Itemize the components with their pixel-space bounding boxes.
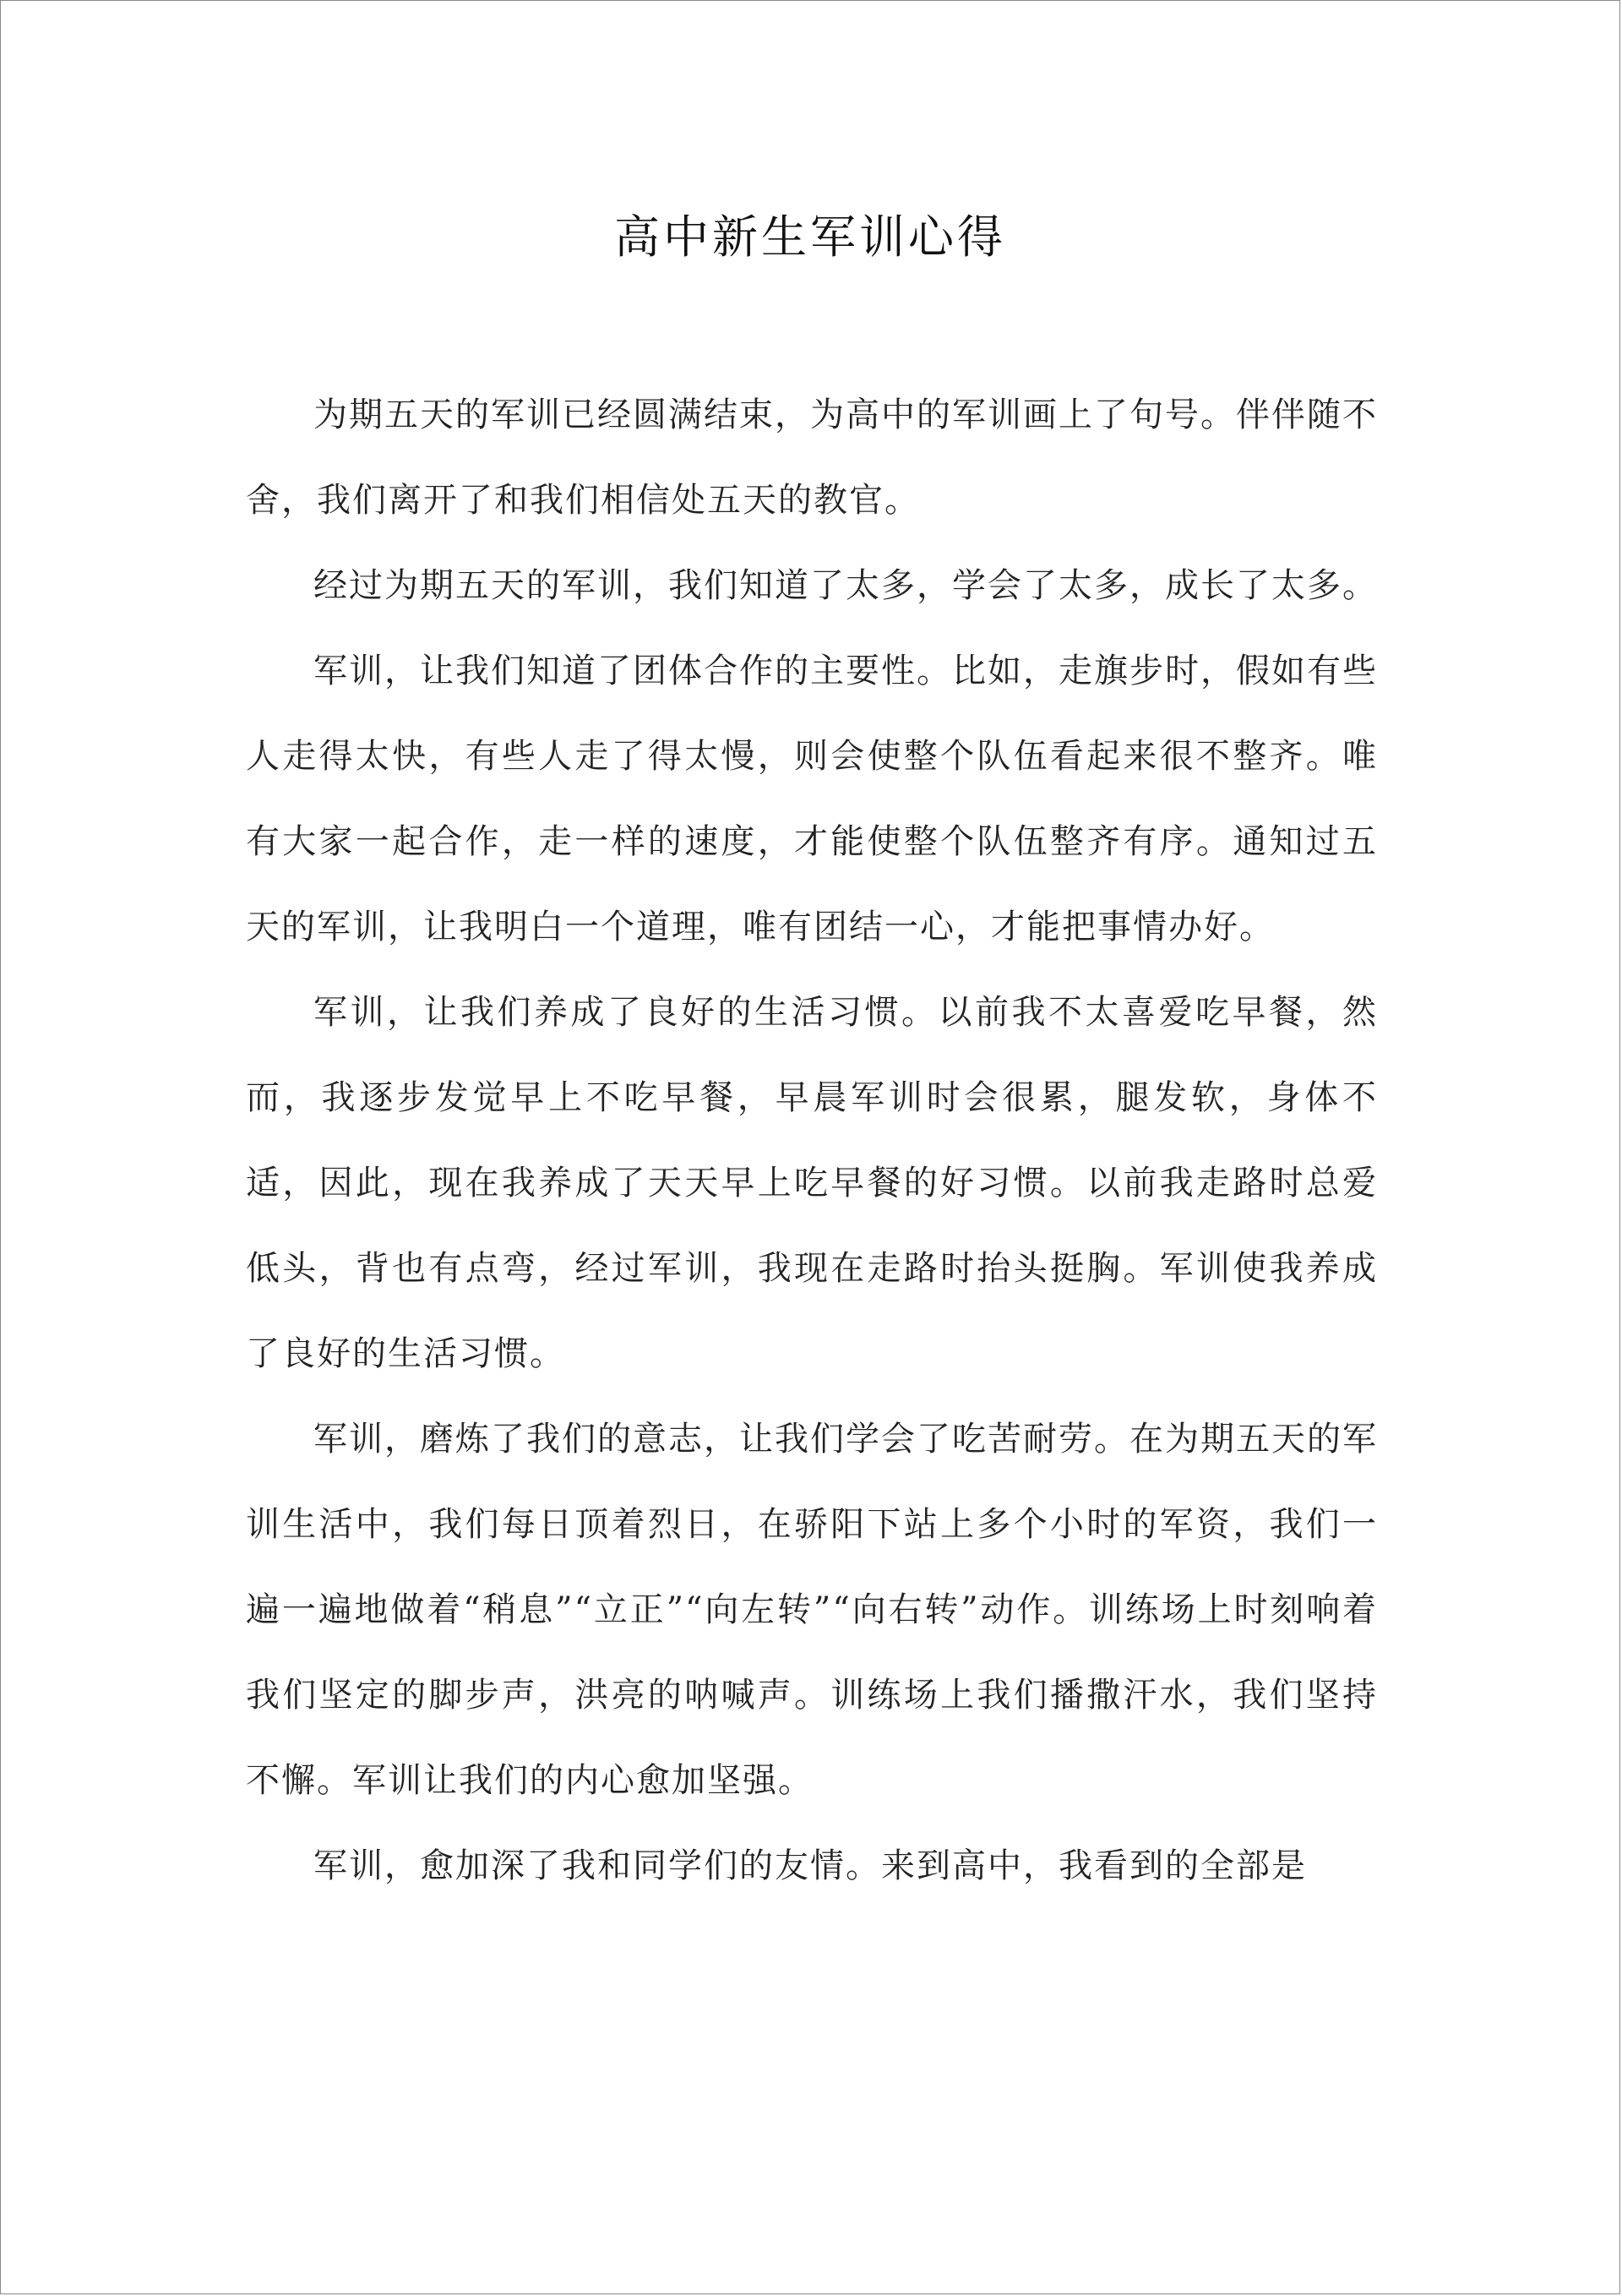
paragraph: 军训，让我们养成了良好的生活习惯。以前我不太喜爱吃早餐，然而，我逐步发觉早上不吃早餐，早晨军训时会很累，腿发软，身体不适，因此，现在我养成了天天早上吃早餐的好习惯。以前我走路时总爱低头，背也有点弯，经过军训，我现在走路时抬头挺胸。军训使我养成了良好的生活习惯。 — [246, 993, 1378, 1373]
paragraph: 军训，让我们知道了团体合作的主要性。比如，走旗步时，假如有些人走得太快，有些人走了得太慢，则会使整个队伍看起来很不整齐。唯有大家一起合作，走一样的速度，才能使整个队伍整齐有序。通知过五天的军训，让我明白一个道理，唯有团结一心，才能把事情办好。 — [246, 652, 1378, 946]
document-title: 高中新生军训心得 — [614, 210, 1006, 264]
paragraph: 经过为期五天的军训，我们知道了太多，学会了太多，成长了太多。 — [313, 566, 1378, 605]
paragraph: 为期五天的军训已经圆满结束，为高中的军训画上了句号。伴伴随不舍，我们离开了和我们相信处五天的教官。 — [246, 395, 1378, 520]
document-body — [246, 373, 1378, 1909]
paragraph: 军训，磨炼了我们的意志，让我们学会了吃苦耐劳。在为期五天的军训生活中，我们每日顶着烈日，在骄阳下站上多个小时的军资，我们一遍一遍地做着“稍息”“立正”“向左转”“向右转”动作。训练场上时刻响着我们坚定的脚步声，洪亮的呐喊声。训练场上我们播撒汗水，我们坚持不懈。军训让我们的内心愈加坚强。 — [246, 1420, 1378, 1800]
paragraph: 军训，愈加深了我和同学们的友情。来到高中，我看到的全部是 — [313, 1846, 1307, 1885]
